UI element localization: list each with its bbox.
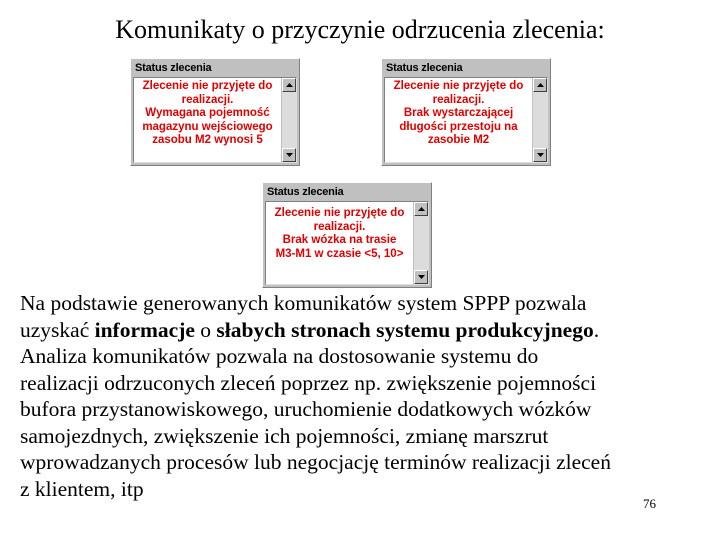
body-line: samojezdnych, zwiększenie ich pojemności, zmianę marszrut	[20, 423, 549, 448]
message-line: Zlecenie nie przyjęte do	[274, 207, 405, 219]
arrow-down-icon	[537, 153, 544, 157]
body-line: Analiza komunikatów pozwala na dostosowanie systemu do	[20, 344, 539, 368]
scroll-up-button[interactable]	[282, 78, 296, 92]
message-line: Wymagana pojemność	[145, 107, 270, 119]
body-fragment: o	[194, 317, 217, 342]
body-line: wprowadzanych procesów lub negocjację terminów realizacji zleceń	[20, 450, 611, 474]
body-fragment: .	[593, 317, 600, 342]
scroll-down-button[interactable]	[533, 148, 547, 162]
message-box	[265, 201, 429, 285]
message-line: Brak wózka na trasie	[282, 234, 397, 246]
window-title: Status zlecenia	[267, 186, 344, 198]
emphasis-informacje: informacje	[94, 317, 195, 342]
body-line: bufora przystanowiskowego, uruchomienie dodatkowych wózków	[20, 397, 592, 421]
vertical-scrollbar[interactable]	[281, 78, 296, 162]
body-line: realizacji odrzuconych zleceń poprzez np. zwiększenie pojemności	[20, 370, 597, 395]
message-box	[384, 77, 548, 163]
body-line: Na podstawie generowanych komunikatów system SPPP pozwala	[20, 291, 587, 315]
message-line: M3-M1 w czasie <5, 10>	[275, 247, 404, 260]
message-line: Zlecenie nie przyjęte do	[393, 80, 524, 92]
body-line: z klientem, itp	[20, 476, 144, 501]
scroll-down-button[interactable]	[414, 270, 428, 284]
arrow-down-icon	[418, 275, 425, 279]
body-paragraph	[20, 290, 700, 502]
message-line: realizacji.	[181, 93, 234, 106]
message-box	[133, 77, 297, 163]
scroll-up-button[interactable]	[414, 202, 428, 216]
window-title: Status zlecenia	[386, 62, 463, 74]
status-window-2	[381, 58, 551, 166]
scroll-up-button[interactable]	[533, 78, 547, 92]
message-line: zasobu M2 wynosi 5	[152, 134, 263, 146]
message-line: długości przestoju na	[399, 120, 518, 133]
message-line: Brak wystarczającej	[403, 107, 514, 119]
status-window-3	[262, 182, 432, 288]
emphasis-weak-points: słabych stronach systemu produkcyjnego	[216, 317, 594, 342]
message-line: zasobie M2	[427, 134, 490, 146]
arrow-up-icon	[286, 83, 293, 87]
message-line: magazynu wejściowego	[142, 120, 273, 133]
message-line: Zlecenie nie przyjęte do	[142, 80, 273, 92]
arrow-down-icon	[286, 153, 293, 157]
window-title: Status zlecenia	[135, 62, 212, 74]
status-window-1	[130, 58, 300, 166]
vertical-scrollbar[interactable]	[413, 202, 428, 284]
message-line: realizacji.	[313, 220, 366, 233]
message-line: realizacji.	[432, 93, 485, 106]
vertical-scrollbar[interactable]	[532, 78, 547, 162]
slide-title: Komunikaty o przyczynie odrzucenia zlecenia:	[115, 15, 605, 44]
arrow-up-icon	[537, 83, 544, 87]
body-line	[20, 317, 700, 344]
body-fragment: uzyskać	[20, 317, 95, 342]
scroll-down-button[interactable]	[282, 148, 296, 162]
page-number: 76	[643, 496, 656, 511]
arrow-up-icon	[418, 207, 425, 211]
